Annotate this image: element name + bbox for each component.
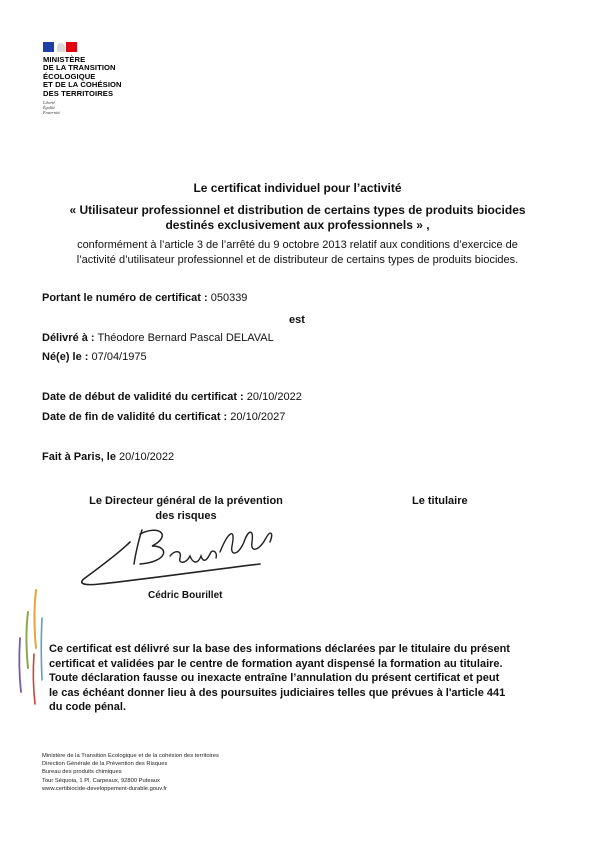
- holder-signature-label: Le titulaire: [412, 495, 468, 507]
- holder-name: Théodore Bernard Pascal DELAVAL: [97, 332, 274, 344]
- ministry-line: ÉCOLOGIQUE: [43, 71, 96, 81]
- notice-line: Ce certificat est délivré sur la base des informations déclarées par le titulaire du présent: [49, 643, 510, 655]
- issued-to-field: [42, 332, 274, 344]
- reference-line-2: l’activité d’utilisateur professionnel et de distributeur de certains types de produits biocides.: [76, 253, 519, 266]
- ministry-line: ET DE LA COHÉSION: [43, 80, 122, 90]
- ministry-logo: [40, 36, 152, 128]
- legal-notice: [49, 642, 554, 715]
- est-label: est: [289, 314, 305, 326]
- activity-subtitle: [0, 203, 595, 233]
- document-title: Le certificat individuel pour l’activité: [193, 181, 402, 195]
- footer-line: Tour Séquoia, 1 Pl. Carpeaux, 92800 Puteaux: [42, 777, 160, 784]
- footer-line: Bureau des produits chimiques: [42, 769, 122, 776]
- motto-line: Liberté: [43, 100, 56, 105]
- birth-date-field: [42, 351, 147, 363]
- footer-address: [42, 752, 219, 793]
- director-line-1: Le Directeur général de la prévention: [89, 495, 283, 507]
- issued-date-value: 20/10/2022: [119, 451, 175, 463]
- ministry-line: MINISTÈRE: [43, 55, 86, 64]
- footer-line: Ministère de la Transition Ecologique et de la cohésion des territoires: [42, 753, 219, 759]
- validity-end-field: [42, 411, 285, 423]
- notice-line: certificat et validées par le centre de formation ayant dispensé la formation au titulaire.: [49, 657, 503, 670]
- ministry-name: [43, 56, 122, 98]
- notice-line: du code pénal.: [49, 701, 127, 714]
- footer-website-link[interactable]: www.certibiocide-developpement-durable.gouv.fr: [42, 785, 167, 792]
- motto-line: Fraternité: [43, 110, 61, 115]
- republic-motto: [43, 100, 60, 115]
- notice-line: Toute déclaration fausse ou inexacte entraîne l’annulation du présent certificat et peut: [49, 672, 500, 685]
- certificate-number-field: [42, 292, 247, 304]
- motto-line: Égalité: [43, 105, 56, 110]
- decorative-strokes: [14, 588, 50, 708]
- issued-place-date-field: [42, 451, 174, 463]
- validity-start-label: Date de début de validité du certificat :: [42, 391, 244, 403]
- validity-end-label: Date de fin de validité du certificat :: [42, 411, 228, 423]
- notice-line: le cas échéant donner lieu à des poursuites judiciaires telles que prévues à l'article 441: [49, 686, 506, 699]
- validity-start-value: 20/10/2022: [246, 391, 302, 403]
- signatory-name: Cédric Bourillet: [148, 590, 223, 601]
- ministry-line: DE LA TRANSITION: [43, 63, 116, 73]
- certificate-number-value: 050339: [210, 292, 248, 304]
- director-signature: [60, 512, 280, 592]
- director-line-2: des risques: [155, 510, 217, 522]
- certificate-number-label: Portant le numéro de certificat :: [42, 292, 208, 304]
- ministry-line: DES TERRITOIRES: [43, 88, 114, 98]
- birth-date-label: Né(e) le :: [42, 351, 89, 363]
- subtitle-line-1: « Utilisateur professionnel et distribution de certains types de produits biocides: [69, 203, 526, 217]
- reference-line-1: conformément à l’article 3 de l’arrêté du 9 octobre 2013 relatif aux conditions d’exercice de: [77, 239, 518, 251]
- validity-end-value: 20/10/2027: [230, 411, 286, 423]
- subtitle-line-2: destinés exclusivement aux professionnels » ,: [165, 218, 430, 232]
- legal-reference: [0, 238, 595, 267]
- birth-date-value: 07/04/1975: [91, 351, 147, 363]
- footer-line: Direction Générale de la Prévention des Risques: [42, 761, 168, 768]
- issued-to-label: Délivré à :: [42, 332, 95, 344]
- issued-place-label: Fait à Paris, le: [42, 451, 116, 463]
- marianne-flag-icon: [43, 42, 77, 52]
- validity-start-field: [42, 391, 302, 403]
